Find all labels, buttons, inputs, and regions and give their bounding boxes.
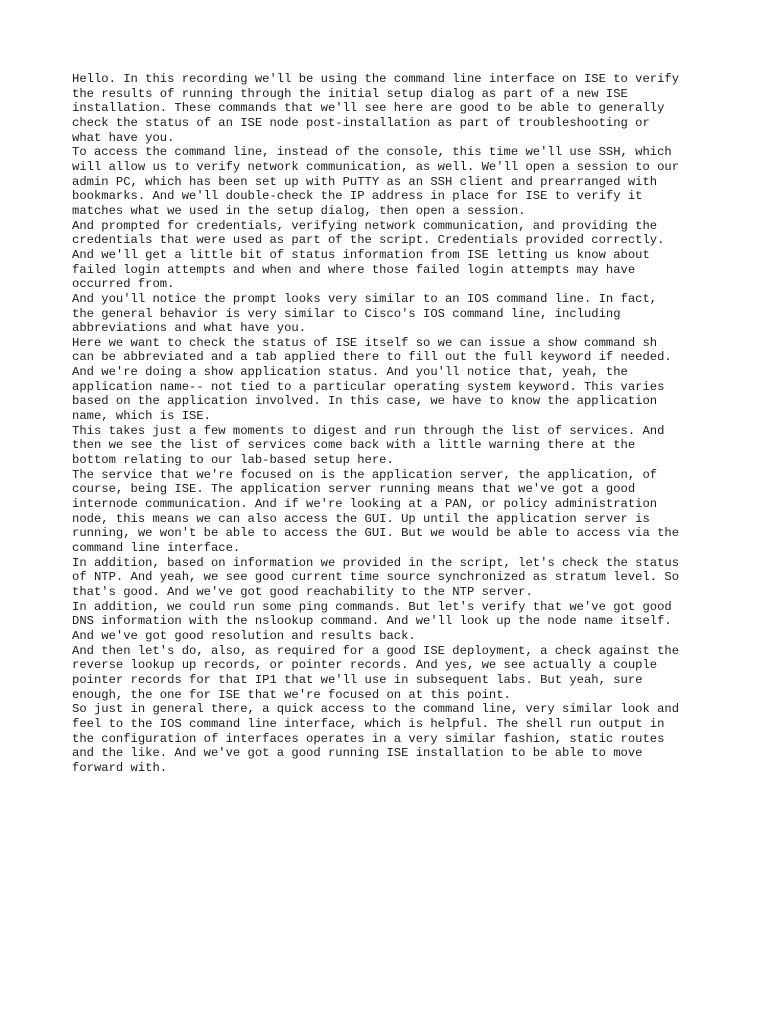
paragraph-ssh-access: To access the command line, instead of the console, this time we'll use SSH, which will allow us to verify network communication, as well. We'll open a session to our admin PC, which has been set up with PuTTY as an SSH client and prearranged with bookmarks. And we'll double-check the IP address in place for ISE to verify it matches what we used in the setup dialog, then open a session. bbox=[72, 145, 680, 218]
paragraph-services-list: This takes just a few moments to digest and run through the list of services. And then we see the list of services come back with a little warning there at the bottom relating to our lab-based setup here. bbox=[72, 423, 665, 468]
paragraph-credentials: And prompted for credentials, verifying network communication, and providing the credentials that were used as part of the script. Credentials provided correctly. And we'll get a little bit of status information from ISE letting us know about failed login attempts and when and where those failed login attempts may have occurred from. bbox=[72, 218, 665, 292]
paragraph-reverse-lookup: And then let's do, also, as required for a good ISE deployment, a check against the reverse lookup up records, or pointer records. And yes, we see actually a couple pointer records for that IP1 that we'll use in subsequent labs. But yeah, sure enough, the one for ISE that we're focused on at this point. bbox=[72, 643, 680, 702]
paragraph-ios-prompt: And you'll notice the prompt looks very similar to an IOS command line. In fact, the general behavior is very similar to Cisco's IOS command line, including abbreviations and what have you. bbox=[72, 291, 658, 336]
paragraph-dns-nslookup: In addition, we could run some ping commands. But let's verify that we've got good DNS information with the nslookup command. And we'll look up the node name itself. And we've got good resolution and results back. bbox=[72, 599, 672, 643]
paragraph-ntp-status: In addition, based on information we provided in the script, let's check the status of NTP. And yeah, we see good current time source synchronized as stratum level. So that's good. And we've got good reachability to the NTP server. bbox=[72, 555, 680, 599]
transcript-page bbox=[72, 72, 704, 776]
paragraph-summary: So just in general there, a quick access to the command line, very similar look and feel to the IOS command line interface, which is helpful. The shell run output in the configuration of interfaces operates in a very similar fashion, static routes and the like. And we've got a good running ISE installation to be able to move forward with. bbox=[72, 702, 680, 775]
paragraph-intro: Hello. In this recording we'll be using the command line interface on ISE to verify the results of running through the initial setup dialog as part of a new ISE installation. These commands that we'll see here are good to be able to generally check the status of an ISE node post-installation as part of troubleshooting or what have you. bbox=[72, 72, 680, 145]
paragraph-application-server: The service that we're focused on is the application server, the application, of course, being ISE. The application server running means that we've got a good internode communication. And if we're looking at a PAN, or policy administration node, this means we can also access the GUI. Up until the application server is running, we won't be able to access the GUI. But we would be able to access via the command line interface. bbox=[72, 467, 680, 555]
paragraph-show-application-status: Here we want to check the status of ISE itself so we can issue a show command sh can be abbreviated and a tab applied there to fill out the full keyword if needed. And we're doing a show application status. And you'll notice that, yeah, the application name-- not tied to a particular operating system keyword. This varies based on the application involved. In this case, we have to know the application name, which is ISE. bbox=[72, 335, 672, 424]
